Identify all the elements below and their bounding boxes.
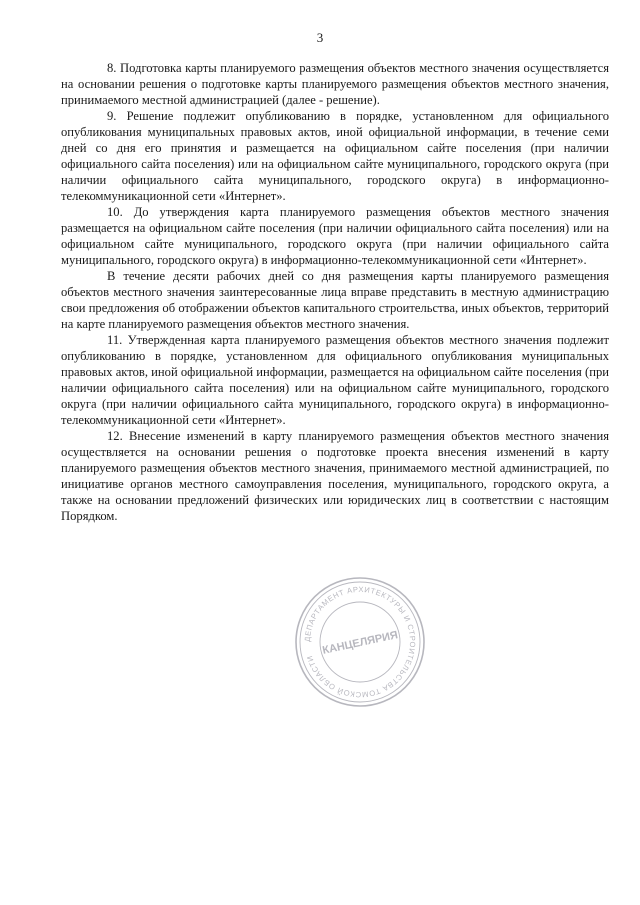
office-stamp-icon — [292, 574, 428, 710]
document-body — [61, 60, 609, 524]
stamp-ring-text: ДЕПАРТАМЕНТ АРХИТЕКТУРЫ И СТРОИТЕЛЬСТВА ТОМСКОЙ ОБЛАСТИ — [302, 584, 418, 700]
paragraph-9: 9. Решение подлежит опубликованию в порядке, установленном для официального опубликования муниципальных правовых актов, иной официальной информации, в течение семи дней со дня его принятия и размещается на официальном сайте поселения (при наличии официального сайта поселения) или на официальном сайте муниципального, городского округа (при наличии официального сайта муниципального, городского округа) в информационно-телекоммуникационной сети «Интернет». — [61, 109, 609, 203]
paragraph-10-continued: В течение десяти рабочих дней со дня размещения карты планируемого размещения объектов местного значения заинтересованные лица вправе представить в местную администрацию свои предложения об отображении объектов капитального строительства, иных объектов, территорий на карте планируемого размещения объектов местного значения. — [61, 269, 609, 331]
paragraph-11: 11. Утвержденная карта планируемого размещения объектов местного значения подлежит опубликованию в порядке, установленном для официального опубликования муниципальных правовых актов, иной официальной информации, размещается на официальном сайте поселения (при наличии официального сайта поселения) или на официальном сайте муниципального, городского округа (при наличии официального сайта муниципального, городского округа) в информационно-телекоммуникационной сети «Интернет». — [61, 333, 609, 427]
page-number: 3 — [316, 30, 324, 45]
stamp-center-text: КАНЦЕЛЯРИЯ — [321, 629, 399, 657]
paragraph-10: 10. До утверждения карта планируемого размещения объектов местного значения размещается на официальном сайте поселения (при наличии официального сайта поселения) или на официальном сайте муниципального, городского округа (при наличии официального сайта муниципального, городского округа) в информационно-телекоммуникационной сети «Интернет». — [61, 205, 609, 267]
paragraph-12: 12. Внесение изменений в карту планируемого размещения объектов местного значения осуществляется на основании решения о подготовке проекта внесения изменений в карту планируемого размещения объектов местного значения, принимаемого местной администрацией, по инициативе органов местного самоуправления поселения, муниципального, городского округа, а также на основании предложений физических или юридических лиц в соответствии с настоящим Порядком. — [61, 429, 609, 523]
paragraph-8: 8. Подготовка карты планируемого размещения объектов местного значения осуществляется на основании решения о подготовке карты планируемого размещения объектов местного значения, принимаемого местной администрацией (далее - решение). — [61, 61, 609, 107]
